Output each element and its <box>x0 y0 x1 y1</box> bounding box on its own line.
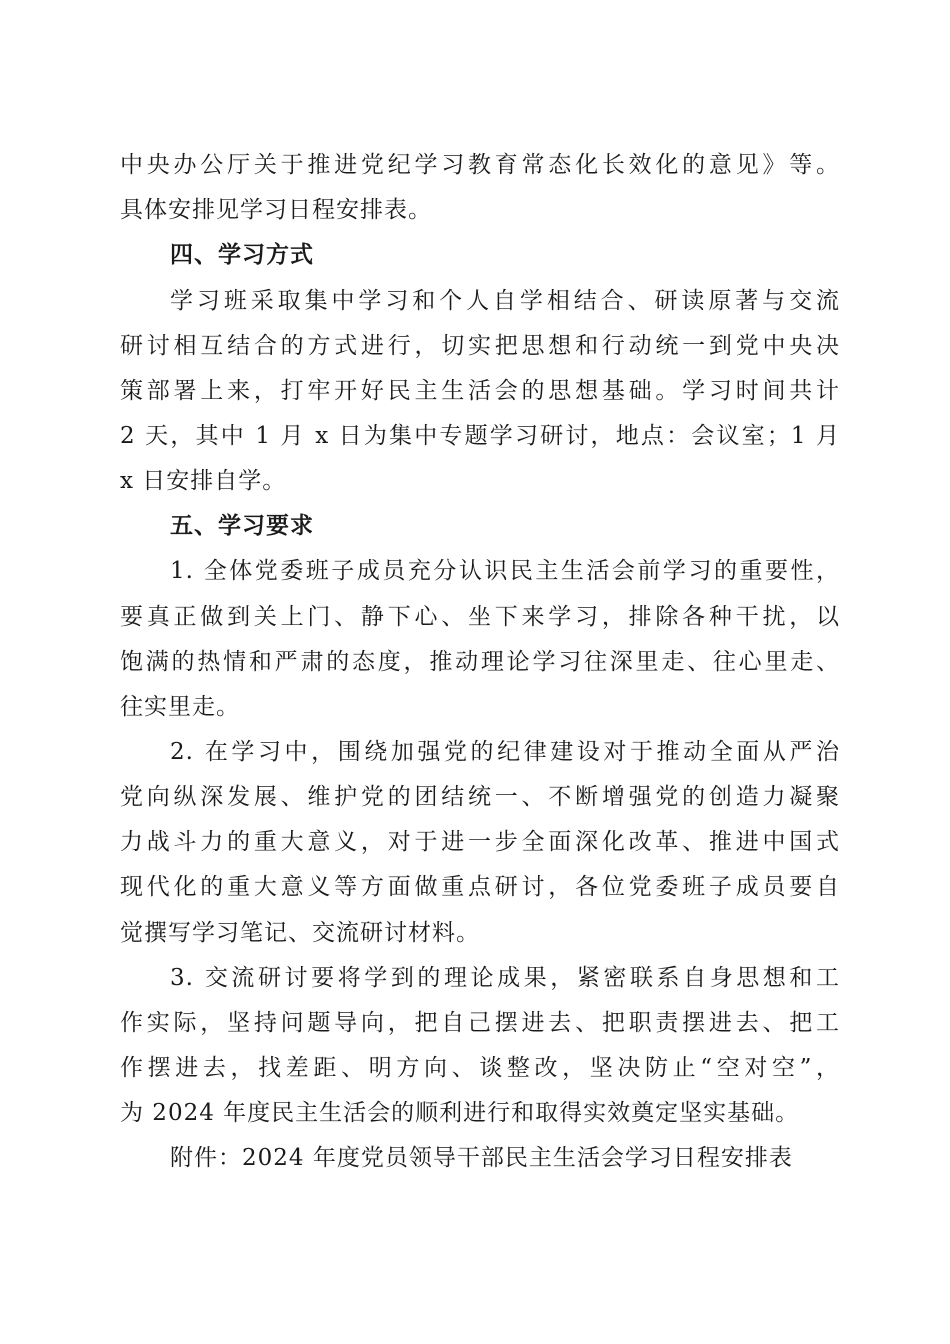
paragraph-line: 研讨相互结合的方式进行，切实把思想和行动统一到党中央决 <box>120 333 840 359</box>
paragraph-line: 2. 在学习中，围绕加强党的纪律建设对于推动全面从严治 <box>170 739 840 765</box>
section-heading-study-requirements: 五、学习要求 <box>170 512 314 539</box>
section-heading-study-method: 四、学习方式 <box>170 241 314 268</box>
paragraph-line: 中央办公厅关于推进党纪学习教育常态化长效化的意见》等。 <box>120 152 840 178</box>
paragraph-line: 作实际，坚持问题导向，把自己摆进去、把职责摆进去、把工 <box>120 1010 840 1036</box>
paragraph-line: 具体安排见学习日程安排表。 <box>120 197 432 223</box>
paragraph-line: 3. 交流研讨要将学到的理论成果，紧密联系自身思想和工 <box>170 965 840 991</box>
paragraph-line: 觉撰写学习笔记、交流研讨材料。 <box>120 920 480 946</box>
paragraph-line: 1. 全体党委班子成员充分认识民主生活会前学习的重要性， <box>170 558 840 584</box>
paragraph-line: 力战斗力的重大意义，对于进一步全面深化改革、推进中国式 <box>120 829 840 855</box>
paragraph-line: 策部署上来，打牢开好民主生活会的思想基础。学习时间共计 <box>120 378 840 404</box>
paragraph-line: 学习班采取集中学习和个人自学相结合、研读原著与交流 <box>170 288 840 314</box>
paragraph-line: 作摆进去，找差距、明方向、谈整改，坚决防止“空对空”， <box>120 1055 840 1081</box>
paragraph-line: 要真正做到关上门、静下心、坐下来学习，排除各种干扰，以 <box>120 604 840 630</box>
paragraph-line: 2 天，其中 1 月 x 日为集中专题学习研讨，地点：会议室；1 月 <box>120 423 840 449</box>
paragraph-line: 往实里走。 <box>120 694 240 720</box>
paragraph-line: 饱满的热情和严肃的态度，推动理论学习往深里走、往心里走、 <box>120 649 840 675</box>
attachment-line: 附件：2024 年度党员领导干部民主生活会学习日程安排表 <box>170 1145 793 1171</box>
paragraph-line: 为 2024 年度民主生活会的顺利进行和取得实效奠定坚实基础。 <box>120 1100 800 1126</box>
paragraph-line: 现代化的重大意义等方面做重点研讨，各位党委班子成员要自 <box>120 874 840 900</box>
paragraph-line: x 日安排自学。 <box>120 468 287 494</box>
paragraph-line: 党向纵深发展、维护党的团结统一、不断增强党的创造力凝聚 <box>120 784 840 810</box>
